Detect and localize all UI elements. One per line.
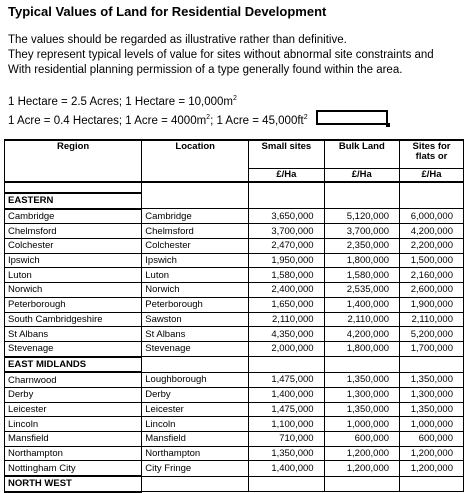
cell-location[interactable]: Peterborough	[142, 297, 249, 312]
conversion-line-1	[8, 96, 237, 108]
superscript: 2	[206, 114, 211, 122]
cell-bulk-land[interactable]: 2,535,000	[324, 283, 399, 298]
table-row	[5, 239, 464, 254]
table-row	[5, 387, 464, 402]
cell-sites-for-flats[interactable]: 2,160,000	[400, 268, 464, 283]
table-row	[5, 297, 464, 312]
cell-location[interactable]: Luton	[142, 268, 249, 283]
spacer-cell	[324, 182, 399, 193]
region-group-blank[interactable]	[142, 357, 249, 373]
table-row	[5, 402, 464, 417]
conversion-text: ; 1 Acre = 45,000ft	[210, 115, 304, 127]
table-row	[5, 372, 464, 387]
cell-small-sites[interactable]: 710,000	[249, 432, 324, 447]
cell-sites-for-flats[interactable]: 1,350,000	[400, 402, 464, 417]
spacer-cell	[142, 182, 249, 193]
table-row	[5, 327, 464, 342]
cell-bulk-land[interactable]: 2,350,000	[324, 239, 399, 254]
cell-sites-for-flats[interactable]: 1,350,000	[400, 372, 464, 387]
cell-sites-for-flats[interactable]: 1,500,000	[400, 253, 464, 268]
cell-location[interactable]: City Fringe	[142, 461, 249, 476]
cell-region[interactable]: Mansfield	[5, 432, 142, 447]
cell-small-sites[interactable]: 1,350,000	[249, 446, 324, 461]
unit-bulk: £/Ha	[324, 169, 399, 183]
cell-location[interactable]: St Albans	[142, 327, 249, 342]
cell-small-sites[interactable]: 1,580,000	[249, 268, 324, 283]
region-group-blank[interactable]	[400, 357, 464, 373]
cell-small-sites[interactable]: 2,400,000	[249, 283, 324, 298]
unit-small: £/Ha	[249, 169, 324, 183]
cell-region[interactable]: Derby	[5, 387, 142, 402]
cell-sites-for-flats[interactable]: 2,110,000	[400, 312, 464, 327]
cell-sites-for-flats[interactable]: 4,200,000	[400, 224, 464, 239]
header-small-sites: Small sites	[249, 140, 324, 169]
cell-location[interactable]: Norwich	[142, 283, 249, 298]
cell-sites-for-flats[interactable]: 1,900,000	[400, 297, 464, 312]
conversion-text: 1 Acre = 0.4 Hectares; 1 Acre = 4000m	[8, 115, 207, 127]
cell-small-sites[interactable]: 3,650,000	[249, 209, 324, 224]
table-row	[5, 209, 464, 224]
cell-region[interactable]: Leicester	[5, 402, 142, 417]
cell-small-sites[interactable]: 2,000,000	[249, 341, 324, 356]
spacer-cell	[249, 182, 324, 193]
unit-blank	[142, 169, 249, 183]
cell-sites-for-flats[interactable]: 1,200,000	[400, 446, 464, 461]
intro-line-1: The values should be regarded as illustrative rather than definitive.	[8, 34, 347, 46]
cell-location[interactable]: Chelmsford	[142, 224, 249, 239]
table-row	[5, 461, 464, 476]
cell-region[interactable]: Luton	[5, 268, 142, 283]
cell-region[interactable]: Charnwood	[5, 372, 142, 387]
cell-location[interactable]: Leicester	[142, 402, 249, 417]
cell-bulk-land[interactable]: 1,350,000	[324, 402, 399, 417]
cell-region[interactable]: Norwich	[5, 283, 142, 298]
cell-small-sites[interactable]: 1,475,000	[249, 372, 324, 387]
region-group-blank[interactable]	[324, 476, 399, 492]
cell-small-sites[interactable]: 1,100,000	[249, 417, 324, 432]
table-row	[5, 341, 464, 356]
cell-region[interactable]: Lincoln	[5, 417, 142, 432]
cell-bulk-land[interactable]: 5,120,000	[324, 209, 399, 224]
cell-sites-for-flats[interactable]: 2,200,000	[400, 239, 464, 254]
cell-small-sites[interactable]: 2,110,000	[249, 312, 324, 327]
cell-sites-for-flats[interactable]: 1,300,000	[400, 387, 464, 402]
cell-small-sites[interactable]: 4,350,000	[249, 327, 324, 342]
conversion-text: 1 Hectare = 2.5 Acres; 1 Hectare = 10,000m	[8, 96, 234, 108]
unit-flats: £/Ha	[400, 169, 464, 183]
cell-sites-for-flats[interactable]: 6,000,000	[400, 209, 464, 224]
cell-location[interactable]: Derby	[142, 387, 249, 402]
selected-cell[interactable]	[316, 110, 388, 125]
cell-bulk-land[interactable]: 1,200,000	[324, 461, 399, 476]
spacer-cell	[5, 182, 142, 193]
cell-bulk-land[interactable]: 1,350,000	[324, 372, 399, 387]
table-row	[5, 283, 464, 298]
cell-region[interactable]: Cambridge	[5, 209, 142, 224]
cell-bulk-land[interactable]: 1,400,000	[324, 297, 399, 312]
table-row	[5, 312, 464, 327]
cell-small-sites[interactable]: 1,475,000	[249, 402, 324, 417]
cell-sites-for-flats[interactable]: 1,000,000	[400, 417, 464, 432]
table-row	[5, 253, 464, 268]
cell-sites-for-flats[interactable]: 5,200,000	[400, 327, 464, 342]
region-group-blank[interactable]	[249, 357, 324, 373]
region-group-name[interactable]: NORTH WEST	[5, 476, 142, 492]
cell-bulk-land[interactable]: 2,110,000	[324, 312, 399, 327]
region-group-blank[interactable]	[324, 193, 399, 209]
spacer-cell	[400, 182, 464, 193]
cell-bulk-land[interactable]: 1,300,000	[324, 387, 399, 402]
cell-region[interactable]: Colchester	[5, 239, 142, 254]
cell-small-sites[interactable]: 1,400,000	[249, 461, 324, 476]
cell-bulk-land[interactable]: 4,200,000	[324, 327, 399, 342]
cell-bulk-land[interactable]: 1,000,000	[324, 417, 399, 432]
cell-bulk-land[interactable]: 1,200,000	[324, 446, 399, 461]
region-group-blank[interactable]	[142, 193, 249, 209]
cell-region[interactable]: Chelmsford	[5, 224, 142, 239]
cell-region[interactable]: Ipswich	[5, 253, 142, 268]
cell-region[interactable]: South Cambridgeshire	[5, 312, 142, 327]
unit-row	[5, 169, 464, 183]
region-group-name[interactable]: EASTERN	[5, 193, 142, 209]
cell-small-sites[interactable]: 3,700,000	[249, 224, 324, 239]
cell-location[interactable]: Colchester	[142, 239, 249, 254]
header-region: Region	[5, 140, 142, 169]
unit-blank	[5, 169, 142, 183]
header-flats-line-1: Sites for	[412, 141, 451, 152]
cell-location[interactable]: Stevenage	[142, 341, 249, 356]
cell-sites-for-flats[interactable]: 1,200,000	[400, 461, 464, 476]
cell-location[interactable]: Mansfield	[142, 432, 249, 447]
cell-location[interactable]: Cambridge	[142, 209, 249, 224]
header-bulk-land: Bulk Land	[324, 140, 399, 169]
cell-region[interactable]: Nottingham City	[5, 461, 142, 476]
region-group-blank[interactable]	[324, 357, 399, 373]
table-row	[5, 268, 464, 283]
cell-bulk-land[interactable]: 1,580,000	[324, 268, 399, 283]
cell-region[interactable]: St Albans	[5, 327, 142, 342]
intro-line-2: They represent typical levels of value for sites without abnormal site constraints and	[8, 49, 434, 61]
region-group-name[interactable]: EAST MIDLANDS	[5, 357, 142, 373]
cell-location[interactable]: Lincoln	[142, 417, 249, 432]
region-group-blank[interactable]	[142, 476, 249, 492]
cell-bulk-land[interactable]: 600,000	[324, 432, 399, 447]
region-group-row	[5, 476, 464, 492]
cell-small-sites[interactable]: 2,470,000	[249, 239, 324, 254]
superscript: 2	[303, 114, 308, 122]
region-group-blank[interactable]	[400, 476, 464, 492]
cell-small-sites[interactable]: 1,650,000	[249, 297, 324, 312]
cell-sites-for-flats[interactable]: 2,600,000	[400, 283, 464, 298]
cell-sites-for-flats[interactable]: 600,000	[400, 432, 464, 447]
cell-location[interactable]: Northampton	[142, 446, 249, 461]
cell-region[interactable]: Peterborough	[5, 297, 142, 312]
cell-region[interactable]: Northampton	[5, 446, 142, 461]
header-sites-for-flats	[400, 140, 464, 169]
table-row	[5, 432, 464, 447]
cell-location[interactable]: Sawston	[142, 312, 249, 327]
header-location: Location	[142, 140, 249, 169]
table-row	[5, 224, 464, 239]
header-row	[5, 140, 464, 169]
page-title: Typical Values of Land for Residential Development	[8, 4, 327, 19]
region-group-blank[interactable]	[249, 193, 324, 209]
intro-line-3: With residential planning permission of a type generally found within the area.	[8, 64, 403, 76]
table-row	[5, 446, 464, 461]
superscript: 2	[233, 95, 237, 103]
conversion-line-2	[8, 115, 308, 127]
cell-location[interactable]: Ipswich	[142, 253, 249, 268]
header-flats-line-2: flats or	[415, 151, 448, 162]
cell-location[interactable]: Loughborough	[142, 372, 249, 387]
cell-bulk-land[interactable]: 1,800,000	[324, 341, 399, 356]
region-group-blank[interactable]	[400, 193, 464, 209]
cell-small-sites[interactable]: 1,950,000	[249, 253, 324, 268]
spacer-row	[5, 182, 464, 193]
cell-bulk-land[interactable]: 3,700,000	[324, 224, 399, 239]
cell-small-sites[interactable]: 1,400,000	[249, 387, 324, 402]
table-row	[5, 417, 464, 432]
cell-sites-for-flats[interactable]: 1,700,000	[400, 341, 464, 356]
land-values-table	[4, 139, 464, 493]
region-group-row	[5, 357, 464, 373]
cell-region[interactable]: Stevenage	[5, 341, 142, 356]
region-group-blank[interactable]	[249, 476, 324, 492]
cell-bulk-land[interactable]: 1,800,000	[324, 253, 399, 268]
region-group-row	[5, 193, 464, 209]
